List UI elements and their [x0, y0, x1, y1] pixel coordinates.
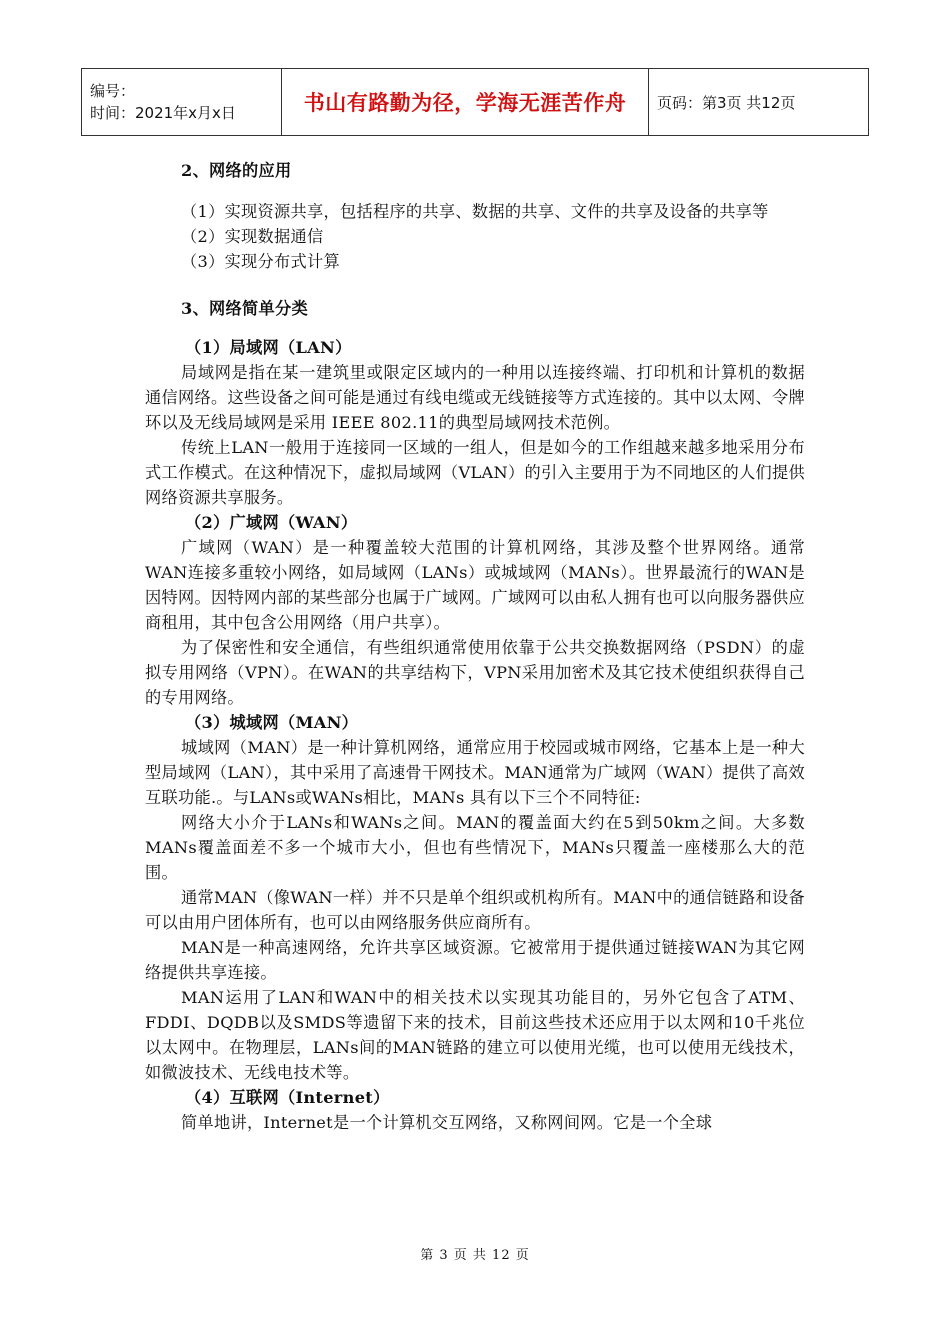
section-3-title: 3、网络简单分类 [181, 299, 308, 318]
header-meta [82, 69, 282, 136]
paragraph: 广域网（WAN）是一种覆盖较大范围的计算机网络，其涉及整个世界网络。通常WAN连接多重较小网络，如局域网（LANs）或城域网（MANs）。世界最流行的WAN是因特网。因特网内部的某些部分也属于广域网。广域网可以由私人拥有也可以向服务器供应商租用，其中包含公用网络（用户共享）。 [145, 538, 805, 632]
wan-title: （2）广域网（WAN） [185, 513, 358, 532]
paragraph: 为了保密性和安全通信，有些组织通常使用依靠于公共交换数据网络（PSDN）的虚拟专用网络（VPN）。在WAN的共享结构下，VPN采用加密术及其它技术使组织获得自己的专用网络。 [145, 638, 805, 707]
paragraph: 局域网是指在某一建筑里或限定区域内的一种用以连接终端、打印机和计算机的数据通信网络。这些设备之间可能是通过有线电缆或无线链接等方式连接的。其中以太网、令牌环以及无线局域网是采用 IEEE 802.11的典型局域网技术范例。 [145, 363, 805, 432]
time-label: 时间：2021年x月x日 [90, 104, 236, 122]
lan-title: （1）局域网（LAN） [185, 338, 352, 357]
paragraph: 传统上LAN一般用于连接同一区域的一组人，但是如今的工作组越来越多地采用分布式工作模式。在这种情况下，虚拟局域网（VLAN）的引入主要用于为不同地区的人们提供网络资源共享服务。 [145, 438, 805, 507]
paragraph: 通常MAN（像WAN一样）并不只是单个组织或机构所有。MAN中的通信链路和设备可以由用户团体所有，也可以由网络服务供应商所有。 [145, 888, 805, 932]
page-footer: 第 3 页 共 12 页 [420, 1248, 530, 1263]
paragraph: MAN是一种高速网络，允许共享区域资源。它被常用于提供通过链接WAN为其它网络提供共享连接。 [145, 938, 805, 982]
paragraph: 城域网（MAN）是一种计算机网络，通常应用于校园或城市网络，它基本上是一种大型局域网（LAN），其中采用了高速骨干网技术。MAN通常为广域网（WAN）提供了高效互联功能.。与LANs或WANs相比，MANs 具有以下三个不同特征: [145, 738, 805, 807]
paragraph: 简单地讲，Internet是一个计算机交互网络，又称网间网。它是一个全球 [181, 1113, 713, 1132]
man-title: （3）城域网（MAN） [185, 713, 359, 732]
paragraph: 网络大小介于LANs和WANs之间。MAN的覆盖面大约在5到50km之间。大多数MANs覆盖面差不多一个城市大小，但也有些情况下，MANs只覆盖一座楼那么大的范围。 [145, 813, 805, 882]
document-body [145, 152, 805, 1135]
header-page-info: 页码：第3页 共12页 [649, 69, 869, 136]
list-item: （2）实现数据通信 [181, 227, 324, 246]
list-item: （1）实现资源共享，包括程序的共享、数据的共享、文件的共享及设备的共享等 [181, 202, 769, 221]
paragraph: MAN运用了LAN和WAN中的相关技术以实现其功能目的，另外它包含了ATM、FDDI、DQDB以及SMDS等遗留下来的技术，目前这些技术还应用于以太网和10千兆位以太网中。在物理层，LANs间的MAN链路的建立可以使用光缆，也可以使用无线技术，如微波技术、无线电技术等。 [145, 988, 805, 1082]
number-label: 编号： [90, 82, 136, 100]
section-2-title: 2、网络的应用 [181, 161, 292, 180]
list-item: （3）实现分布式计算 [181, 252, 340, 271]
header-motto: 书山有路勤为径，学海无涯苦作舟 [282, 69, 649, 136]
document-header [81, 68, 869, 136]
internet-title: （4）互联网（Internet） [185, 1088, 390, 1107]
